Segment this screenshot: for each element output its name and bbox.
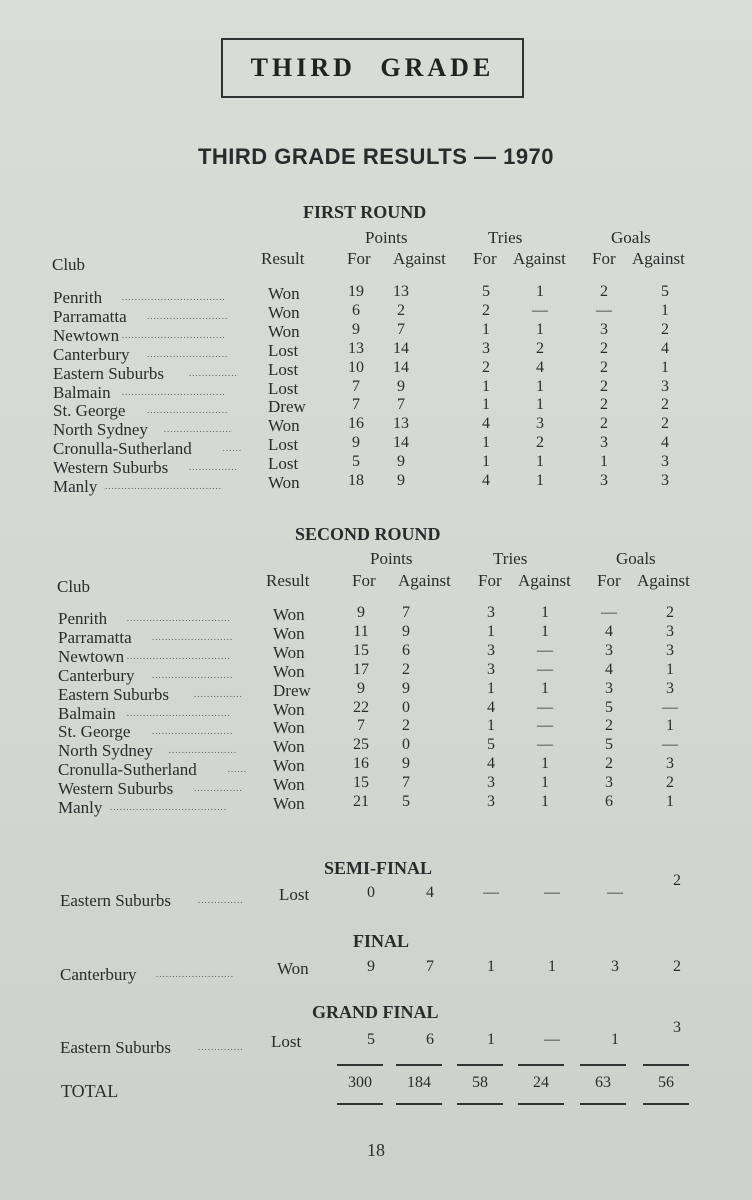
against-column-header: Against bbox=[398, 571, 451, 590]
stat-value: 4 bbox=[482, 472, 490, 489]
for-column-header: For bbox=[478, 571, 502, 590]
club-label: Balmain bbox=[53, 382, 111, 402]
club-name bbox=[58, 704, 116, 724]
club-name bbox=[53, 383, 111, 403]
stat-value: 3 bbox=[605, 774, 613, 792]
stat-value: 25 bbox=[353, 736, 369, 754]
stat-value: 1 bbox=[611, 1031, 619, 1048]
stat-value: 7 bbox=[402, 604, 410, 621]
club-name bbox=[58, 798, 102, 818]
stat-value: — bbox=[607, 884, 623, 901]
stat-value: 3 bbox=[605, 679, 613, 697]
stat-value: 3 bbox=[661, 453, 669, 471]
stat-value: 3 bbox=[487, 604, 495, 621]
total-rule-top bbox=[580, 1064, 626, 1066]
club-name bbox=[53, 401, 125, 421]
stat-value: 3 bbox=[611, 958, 619, 975]
stat-value: 14 bbox=[393, 339, 409, 357]
club-name bbox=[58, 666, 134, 686]
dot-leader: ............... bbox=[194, 688, 243, 699]
dot-leader: ............... bbox=[189, 367, 238, 378]
dot-leader: ........................ bbox=[156, 969, 234, 979]
club-name: Canterbury bbox=[60, 965, 137, 984]
stat-value: — bbox=[596, 301, 612, 319]
stat-value: 9 bbox=[352, 434, 360, 452]
for-column-header: For bbox=[597, 571, 621, 590]
stat-value: 5 bbox=[661, 283, 669, 300]
dot-leader: ................................ bbox=[126, 707, 231, 718]
club-label: Parramatta bbox=[58, 627, 132, 647]
for-column-header: For bbox=[473, 249, 497, 268]
result-value: Drew bbox=[273, 680, 311, 700]
dot-leader: ................................ bbox=[121, 329, 226, 340]
stat-value: 19 bbox=[348, 283, 364, 300]
stat-value: 3 bbox=[600, 434, 608, 452]
club-name bbox=[58, 647, 124, 667]
club-label: Parramatta bbox=[53, 306, 127, 326]
section-heading: FINAL bbox=[353, 931, 410, 951]
club-label: Western Suburbs bbox=[58, 779, 174, 799]
stat-value: — bbox=[537, 698, 553, 716]
stat-value: 9 bbox=[367, 958, 375, 975]
stat-value: 1 bbox=[536, 396, 544, 414]
stat-value: 3 bbox=[487, 774, 495, 792]
stat-value: — bbox=[544, 884, 560, 901]
dot-leader: .............. bbox=[198, 1042, 244, 1052]
stat-value: 14 bbox=[393, 434, 409, 452]
stat-value: 2 bbox=[600, 377, 608, 395]
stat-value: 1 bbox=[536, 377, 544, 395]
stat-value: 7 bbox=[397, 396, 405, 414]
result-value: Lost bbox=[271, 1032, 302, 1051]
points-group-header: Points bbox=[370, 549, 413, 568]
goals-group-header: Goals bbox=[611, 228, 651, 247]
club-label: Manly bbox=[58, 798, 103, 817]
stat-value: 1 bbox=[661, 301, 669, 319]
stat-value: 9 bbox=[352, 320, 360, 338]
dot-leader: ............... bbox=[189, 462, 238, 473]
result-value: Won bbox=[273, 794, 305, 813]
stat-value: 3 bbox=[666, 679, 674, 697]
stat-value: 9 bbox=[402, 622, 410, 640]
dot-leader: ..................... bbox=[163, 424, 233, 435]
club-label: St. George bbox=[53, 401, 126, 421]
total-value: 24 bbox=[533, 1074, 549, 1091]
club-column-header: Club bbox=[52, 255, 86, 274]
stat-value: 1 bbox=[661, 358, 669, 376]
total-rule-top bbox=[518, 1064, 564, 1066]
club-name bbox=[53, 326, 119, 346]
stat-value: 10 bbox=[348, 358, 364, 376]
total-value: 184 bbox=[407, 1074, 431, 1091]
stat-value: 4 bbox=[482, 415, 490, 433]
club-name bbox=[58, 609, 107, 629]
stat-value: 3 bbox=[666, 755, 674, 773]
result-value: Won bbox=[277, 959, 309, 978]
result-value: Won bbox=[273, 718, 305, 738]
dot-leader: ................................ bbox=[126, 613, 231, 623]
club-name bbox=[53, 345, 129, 365]
stat-value: 1 bbox=[548, 958, 556, 975]
dot-leader: .................................... bbox=[110, 802, 227, 812]
stat-value: 1 bbox=[666, 793, 674, 810]
club-label: Eastern Suburbs bbox=[53, 363, 164, 383]
result-column-header: Result bbox=[266, 571, 310, 590]
stat-value: — bbox=[544, 1031, 560, 1048]
stat-value: 5 bbox=[367, 1031, 375, 1048]
club-name bbox=[53, 364, 164, 384]
club-label: Penrith bbox=[53, 288, 103, 307]
dot-leader: ................................ bbox=[121, 386, 226, 397]
result-value: Won bbox=[268, 321, 300, 341]
stat-value: 5 bbox=[482, 283, 490, 300]
total-rule-top bbox=[457, 1064, 503, 1066]
stat-value: 3 bbox=[661, 377, 669, 395]
stat-value: 1 bbox=[541, 679, 549, 697]
stat-value: 7 bbox=[426, 958, 434, 975]
club-name: Eastern Suburbs bbox=[60, 891, 171, 910]
stat-value: 2 bbox=[661, 396, 669, 414]
dot-leader: ......................... bbox=[147, 310, 229, 321]
stat-value: 3 bbox=[673, 1019, 681, 1036]
club-label: Manly bbox=[53, 477, 98, 496]
total-value: 300 bbox=[348, 1074, 372, 1091]
banner-title: THIRD GRADE bbox=[250, 53, 495, 82]
dot-leader: .............. bbox=[198, 895, 244, 905]
total-rule-top bbox=[396, 1064, 442, 1066]
result-value: Lost bbox=[268, 340, 299, 360]
club-name bbox=[58, 741, 153, 761]
club-name bbox=[53, 439, 192, 459]
stat-value: 21 bbox=[353, 793, 369, 810]
against-column-header: Against bbox=[632, 249, 685, 268]
dot-leader: .................................... bbox=[105, 481, 222, 491]
total-rule-top bbox=[643, 1064, 689, 1066]
stat-value: 1 bbox=[600, 453, 608, 471]
stat-value: 6 bbox=[402, 641, 410, 659]
stat-value: — bbox=[483, 884, 499, 901]
tries-group-header: Tries bbox=[493, 549, 528, 568]
club-label: Cronulla-Sutherland bbox=[53, 439, 192, 459]
result-value: Lost bbox=[268, 378, 299, 398]
stat-value: 1 bbox=[541, 793, 549, 810]
stat-value: 2 bbox=[600, 339, 608, 357]
stat-value: — bbox=[601, 604, 617, 621]
against-column-header: Against bbox=[513, 249, 566, 268]
stat-value: — bbox=[662, 698, 678, 716]
total-rule-bottom bbox=[396, 1103, 442, 1105]
stat-value: 2 bbox=[402, 717, 410, 735]
dot-leader: ................................ bbox=[126, 650, 231, 661]
stat-value: 3 bbox=[600, 320, 608, 338]
club-label: Canterbury bbox=[53, 344, 130, 364]
club-label: Penrith bbox=[58, 609, 108, 628]
club-name bbox=[58, 722, 130, 742]
stat-value: 3 bbox=[487, 641, 495, 659]
stat-value: 2 bbox=[605, 717, 613, 735]
stat-value: 13 bbox=[348, 339, 364, 357]
total-rule-bottom bbox=[518, 1103, 564, 1105]
result-value: Won bbox=[268, 284, 300, 303]
stat-value: 2 bbox=[600, 358, 608, 376]
stat-value: 1 bbox=[482, 396, 490, 414]
stat-value: 7 bbox=[352, 377, 360, 395]
total-rule-bottom bbox=[337, 1103, 383, 1105]
result-value: Lost bbox=[279, 885, 310, 904]
stat-value: 1 bbox=[482, 320, 490, 338]
stat-value: 1 bbox=[536, 283, 544, 300]
stat-value: 2 bbox=[661, 415, 669, 433]
stat-value: 13 bbox=[393, 415, 409, 433]
total-rule-bottom bbox=[580, 1103, 626, 1105]
stat-value: — bbox=[662, 736, 678, 754]
result-value: Won bbox=[273, 605, 305, 624]
result-value: Won bbox=[268, 416, 300, 436]
for-column-header: For bbox=[347, 249, 371, 268]
stat-value: 13 bbox=[393, 283, 409, 300]
stat-value: 22 bbox=[353, 698, 369, 716]
stat-value: 9 bbox=[357, 679, 365, 697]
stat-value: 5 bbox=[487, 736, 495, 754]
stat-value: 9 bbox=[402, 679, 410, 697]
stat-value: — bbox=[532, 301, 548, 319]
stat-value: 1 bbox=[536, 320, 544, 338]
stat-value: 6 bbox=[426, 1031, 434, 1048]
stat-value: 7 bbox=[352, 396, 360, 414]
total-label: TOTAL bbox=[61, 1081, 119, 1101]
stat-value: 1 bbox=[541, 774, 549, 792]
dot-leader: ......................... bbox=[147, 405, 229, 416]
section-heading: GRAND FINAL bbox=[312, 1002, 439, 1022]
stat-value: 3 bbox=[661, 472, 669, 489]
total-value: 63 bbox=[595, 1074, 611, 1091]
stat-value: 7 bbox=[397, 320, 405, 338]
result-value: Won bbox=[273, 623, 305, 643]
against-column-header: Against bbox=[637, 571, 690, 590]
club-name bbox=[53, 477, 97, 497]
result-value: Won bbox=[268, 473, 300, 492]
stat-value: 4 bbox=[661, 339, 669, 357]
stat-value: 1 bbox=[487, 717, 495, 735]
banner-box bbox=[221, 38, 524, 98]
stat-value: 0 bbox=[402, 698, 410, 716]
stat-value: 7 bbox=[402, 774, 410, 792]
club-label: North Sydney bbox=[58, 741, 153, 761]
club-label: Newtown bbox=[58, 646, 125, 666]
stat-value: 14 bbox=[393, 358, 409, 376]
points-group-header: Points bbox=[365, 228, 408, 247]
dot-leader: ................................ bbox=[121, 292, 226, 302]
club-label: North Sydney bbox=[53, 420, 148, 440]
stat-value: 1 bbox=[541, 622, 549, 640]
stat-value: 15 bbox=[353, 641, 369, 659]
stat-value: 2 bbox=[482, 301, 490, 319]
stat-value: 4 bbox=[605, 622, 613, 640]
stat-value: 1 bbox=[666, 660, 674, 678]
page-number: 18 bbox=[367, 1140, 385, 1160]
stat-value: 2 bbox=[402, 660, 410, 678]
club-label: Newtown bbox=[53, 325, 120, 345]
stat-value: 4 bbox=[536, 358, 544, 376]
stat-value: 9 bbox=[397, 472, 405, 489]
stat-value: 5 bbox=[605, 698, 613, 716]
club-label: Western Suburbs bbox=[53, 458, 169, 478]
stat-value: — bbox=[537, 736, 553, 754]
for-column-header: For bbox=[352, 571, 376, 590]
stat-value: 2 bbox=[673, 872, 681, 889]
club-name bbox=[53, 420, 148, 440]
result-column-header: Result bbox=[261, 249, 305, 268]
stat-value: 2 bbox=[666, 604, 674, 621]
result-value: Won bbox=[273, 737, 305, 757]
stat-value: 2 bbox=[536, 339, 544, 357]
dot-leader: ...... bbox=[222, 443, 243, 454]
result-value: Won bbox=[268, 302, 300, 322]
stat-value: 16 bbox=[348, 415, 364, 433]
stat-value: 4 bbox=[487, 755, 495, 773]
stat-value: 2 bbox=[661, 320, 669, 338]
stat-value: 2 bbox=[666, 774, 674, 792]
stat-value: 15 bbox=[353, 774, 369, 792]
section-heading: SEMI-FINAL bbox=[324, 858, 433, 878]
stat-value: 2 bbox=[673, 958, 681, 975]
total-rule-bottom bbox=[457, 1103, 503, 1105]
total-rule-top bbox=[337, 1064, 383, 1066]
stat-value: 3 bbox=[487, 793, 495, 810]
club-name bbox=[58, 685, 169, 705]
club-name bbox=[53, 307, 127, 327]
stat-value: 0 bbox=[367, 884, 375, 901]
dot-leader: ......................... bbox=[152, 726, 234, 737]
stat-value: 1 bbox=[487, 958, 495, 975]
dot-leader: ...... bbox=[227, 764, 248, 775]
stat-value: 1 bbox=[536, 472, 544, 489]
stat-value: 3 bbox=[536, 415, 544, 433]
stat-value: 2 bbox=[397, 301, 405, 319]
stat-value: 5 bbox=[605, 736, 613, 754]
stat-value: 4 bbox=[605, 660, 613, 678]
club-column-header: Club bbox=[57, 577, 91, 596]
stat-value: 11 bbox=[353, 622, 369, 640]
goals-group-header: Goals bbox=[616, 549, 656, 568]
club-name bbox=[58, 628, 132, 648]
stat-value: 2 bbox=[536, 434, 544, 452]
total-value: 58 bbox=[472, 1074, 488, 1091]
stat-value: 0 bbox=[402, 736, 410, 754]
stat-value: 3 bbox=[666, 622, 674, 640]
stat-value: 2 bbox=[600, 396, 608, 414]
stat-value: 1 bbox=[536, 453, 544, 471]
stat-value: 9 bbox=[397, 453, 405, 471]
result-value: Won bbox=[273, 756, 305, 776]
section-heading: SECOND ROUND bbox=[295, 524, 441, 544]
stat-value: 2 bbox=[482, 358, 490, 376]
club-name bbox=[58, 779, 173, 799]
stat-value: 1 bbox=[487, 1031, 495, 1048]
stat-value: 6 bbox=[605, 793, 613, 810]
club-name bbox=[58, 760, 197, 780]
club-label: Balmain bbox=[58, 703, 116, 723]
stat-value: 2 bbox=[600, 283, 608, 300]
stat-value: 3 bbox=[482, 339, 490, 357]
result-value: Won bbox=[273, 699, 305, 719]
page-title: THIRD GRADE RESULTS — 1970 bbox=[197, 144, 555, 169]
stat-value: 1 bbox=[666, 717, 674, 735]
dot-leader: ......................... bbox=[152, 669, 234, 680]
stat-value: — bbox=[537, 660, 553, 678]
stat-value: 3 bbox=[600, 472, 608, 489]
stat-value: 9 bbox=[402, 755, 410, 773]
stat-value: 9 bbox=[357, 604, 365, 621]
stat-value: 1 bbox=[541, 604, 549, 621]
stat-value: 17 bbox=[353, 660, 369, 678]
stat-value: 5 bbox=[402, 793, 410, 810]
stat-value: 5 bbox=[352, 453, 360, 471]
tries-group-header: Tries bbox=[488, 228, 523, 247]
total-value: 56 bbox=[658, 1074, 674, 1091]
stat-value: 6 bbox=[352, 301, 360, 319]
stat-value: 1 bbox=[482, 434, 490, 452]
result-value: Lost bbox=[268, 359, 299, 379]
section-heading: FIRST ROUND bbox=[303, 202, 427, 222]
club-label: St. George bbox=[58, 722, 131, 742]
dot-leader: ......................... bbox=[152, 631, 234, 642]
stat-value: — bbox=[537, 717, 553, 735]
stat-value: — bbox=[537, 641, 553, 659]
dot-leader: ..................... bbox=[168, 745, 238, 756]
stat-value: 4 bbox=[487, 698, 495, 716]
total-rule-bottom bbox=[643, 1103, 689, 1105]
stat-value: 2 bbox=[600, 415, 608, 433]
result-value: Won bbox=[273, 775, 305, 795]
stat-value: 4 bbox=[426, 884, 434, 901]
club-name bbox=[53, 288, 102, 308]
result-value: Won bbox=[273, 661, 305, 681]
dot-leader: ............... bbox=[194, 783, 243, 794]
stat-value: 3 bbox=[605, 641, 613, 659]
stat-value: 1 bbox=[482, 377, 490, 395]
for-column-header: For bbox=[592, 249, 616, 268]
stat-value: 9 bbox=[397, 377, 405, 395]
stat-value: 1 bbox=[487, 622, 495, 640]
result-value: Lost bbox=[268, 435, 299, 455]
stat-value: 1 bbox=[487, 679, 495, 697]
dot-leader: ......................... bbox=[147, 348, 229, 359]
stat-value: 3 bbox=[487, 660, 495, 678]
club-label: Cronulla-Sutherland bbox=[58, 760, 197, 780]
club-name bbox=[53, 458, 168, 478]
result-value: Lost bbox=[268, 454, 299, 474]
result-value: Won bbox=[273, 642, 305, 662]
club-name: Eastern Suburbs bbox=[60, 1038, 171, 1057]
stat-value: 7 bbox=[357, 717, 365, 735]
club-label: Canterbury bbox=[58, 665, 135, 685]
stat-value: 3 bbox=[666, 641, 674, 659]
stat-value: 2 bbox=[605, 755, 613, 773]
stat-value: 18 bbox=[348, 472, 364, 489]
stat-value: 4 bbox=[661, 434, 669, 452]
stat-value: 1 bbox=[482, 453, 490, 471]
result-value: Drew bbox=[268, 397, 306, 417]
against-column-header: Against bbox=[393, 249, 446, 268]
club-label: Eastern Suburbs bbox=[58, 684, 169, 704]
against-column-header: Against bbox=[518, 571, 571, 590]
stat-value: 16 bbox=[353, 755, 369, 773]
stat-value: 1 bbox=[541, 755, 549, 773]
